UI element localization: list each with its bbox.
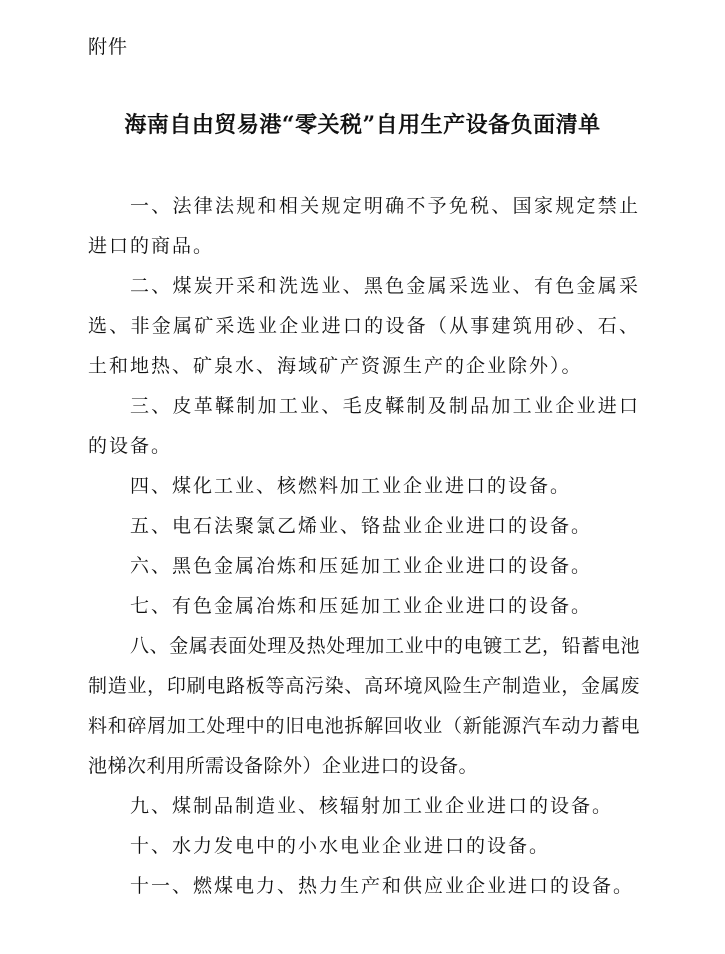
- list-item-6: 六、黑色金属冶炼和压延加工业企业进口的设备。: [130, 555, 593, 577]
- list-item-8: 八、金属表面处理及热处理加工业中的电镀工艺，铅蓄电池制造业，印刷电路板等高污染、高环境风险生产制造业，金属废料和碎屑加工处理中的旧电池拆解回收业（新能源汽车动力蓄电池梯次利用所需设备除外）企业进口的设备。: [88, 635, 640, 777]
- list-item-5: 五、电石法聚氯乙烯业、铬盐业企业进口的设备。: [130, 515, 593, 537]
- negative-list-items: [88, 186, 640, 906]
- list-item-4: 四、煤化工业、核燃料加工业企业进口的设备。: [130, 475, 572, 497]
- list-item-7: 七、有色金属冶炼和压延加工业企业进口的设备。: [130, 595, 593, 617]
- list-item-1: 一、法律法规和相关规定明确不予免税、国家规定禁止进口的商品。: [88, 195, 640, 257]
- list-item-9: 九、煤制品制造业、核辐射加工业企业进口的设备。: [130, 795, 614, 817]
- attachment-label: 附件: [88, 36, 129, 58]
- document-title: 海南自由贸易港“零关税”自用生产设备负面清单: [124, 112, 601, 138]
- list-item-3: 三、皮革鞣制加工业、毛皮鞣制及制品加工业企业进口的设备。: [88, 395, 640, 457]
- list-item-11: 十一、燃煤电力、热力生产和供应业企业进口的设备。: [130, 875, 635, 897]
- list-item-2: 二、煤炭开采和洗选业、黑色金属采选业、有色金属采选、非金属矿采选业企业进口的设备（从事建筑用砂、石、土和地热、矿泉水、海域矿产资源生产的企业除外）。: [88, 275, 640, 377]
- list-item-10: 十、水力发电中的小水电业企业进口的设备。: [130, 835, 551, 857]
